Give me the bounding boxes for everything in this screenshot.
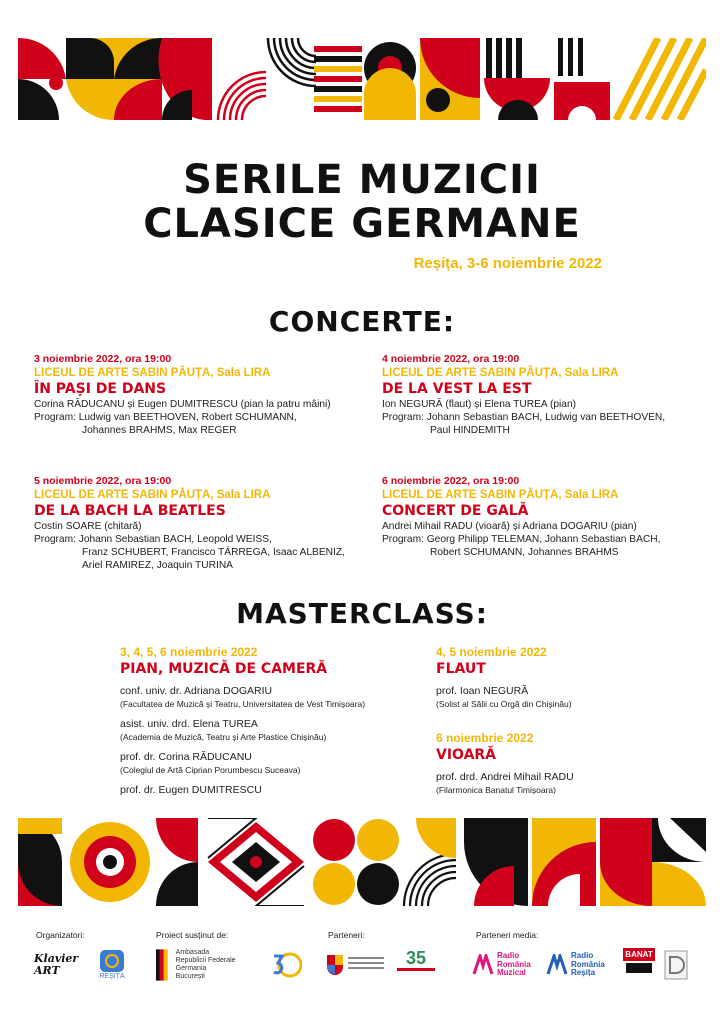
- concert-program: Program: Georg Philipp TELEMAN, Johann Sebastian BACH,: [382, 534, 661, 545]
- concert-program: Paul HINDEMITH: [430, 425, 510, 436]
- embassy-line: București: [175, 973, 205, 980]
- concert-venue: LICEUL DE ARTE SABIN PĂUȚA, Sala LIRA: [34, 367, 271, 379]
- masterclass-card: [436, 645, 686, 718]
- concert-venue: LICEUL DE ARTE SABIN PĂUȚA, Sala LIRA: [382, 367, 619, 379]
- teacher-name: prof. drd. Andrei Mihail RADU: [436, 771, 574, 783]
- radio-resita-line: Radio: [571, 951, 594, 961]
- masterclass-date: 4, 5 noiembrie 2022: [436, 645, 547, 659]
- banat-text: BANAT: [625, 950, 653, 959]
- concert-program: Program: Johann Sebastian BACH, Ludwig van BEETHOVEN,: [382, 412, 666, 423]
- concert-program: Franz SCHUBERT, Francisco TÁRREGA, Isaac ALBENIZ,: [82, 547, 345, 558]
- german-flag-icon: [156, 949, 170, 981]
- banat-logo: [624, 948, 654, 982]
- concert-date: 4 noiembrie 2022, ora 19:00: [382, 353, 520, 365]
- embassy-line: Ambasada: [175, 949, 210, 956]
- teacher-name: conf. univ. dr. Adriana DOGARIU: [120, 685, 273, 697]
- event-title-line2: CLASICE GERMANE: [143, 201, 581, 247]
- masterclass-card: [436, 731, 686, 804]
- radio-resita-line: Reșița: [571, 968, 596, 978]
- concert-performers: Ion NEGURĂ (flaut) și Elena TUREA (pian): [382, 399, 577, 410]
- radio-muzical-line: România: [497, 959, 531, 969]
- concert-title: ÎN PAȘI DE DANS: [34, 381, 167, 397]
- supported-label: Proiect susținut de:: [156, 930, 229, 940]
- concert-program: Johannes BRAHMS, Max REGER: [82, 425, 237, 436]
- anniversary-30-logo: [270, 948, 304, 982]
- liceu-resita-logo: [96, 948, 128, 982]
- d-emblem-icon: [664, 950, 688, 980]
- masterclass-heading: MASTERCLASS:: [236, 597, 488, 630]
- thirty-five-text: 35: [405, 948, 427, 968]
- radio-muzical-line: Muzical: [497, 968, 526, 978]
- concert-program: Ariel RAMIREZ, Joaquin TURINA: [82, 560, 233, 571]
- concert-card: [34, 353, 364, 437]
- organizers-label: Organizatori:: [36, 930, 85, 940]
- masterclass-date: 3, 4, 5, 6 noiembrie 2022: [120, 645, 258, 659]
- concert-venue: LICEUL DE ARTE SABIN PĂUȚA, Sala LIRA: [382, 489, 619, 501]
- concert-title: DE LA VEST LA EST: [382, 381, 532, 397]
- bottom-pattern-band: [18, 818, 706, 906]
- teacher-affiliation: (Filarmonica Banatul Timișoara): [436, 785, 556, 795]
- partners-label: Parteneri:: [328, 930, 365, 940]
- teacher-name: asist. univ. drd. Elena TUREA: [120, 718, 258, 730]
- masterclass-card: [120, 645, 420, 797]
- radio-muzical-line: Radio: [497, 951, 520, 961]
- concert-performers: Costin SOARE (chitară): [34, 521, 142, 532]
- concert-date: 5 noiembrie 2022, ora 19:00: [34, 475, 172, 487]
- concert-program: Robert SCHUMANN, Johannes BRAHMS: [430, 547, 619, 558]
- county-council-logo: [326, 948, 386, 982]
- concert-card: [382, 475, 712, 559]
- teacher-name: prof. Ioan NEGURĂ: [436, 685, 529, 697]
- teacher-name: prof. dr. Eugen DUMITRESCU: [120, 784, 262, 796]
- concert-title: CONCERT DE GALĂ: [382, 503, 529, 519]
- concert-card: [382, 353, 712, 437]
- resita-text: REȘIȚA: [99, 973, 125, 980]
- radio-resita-icon: [546, 954, 568, 976]
- teacher-affiliation: (Solist al Sălii cu Orgă din Chișinău): [436, 699, 572, 709]
- top-pattern-band: [18, 38, 706, 120]
- embassy-line: Republicii Federale Germania: [175, 957, 236, 972]
- media-label: Parteneri media:: [476, 930, 539, 940]
- concert-program: Program: Ludwig van BEETHOVEN, Robert SCHUMANN,: [34, 412, 297, 423]
- place-date: Reșița, 3-6 noiembrie 2022: [413, 255, 602, 272]
- radio-muzical-icon: [472, 954, 494, 976]
- masterclass-title: PIAN, MUZICĂ DE CAMERĂ: [120, 661, 328, 677]
- anniversary-35-logo: [396, 948, 436, 982]
- concert-date: 6 noiembrie 2022, ora 19:00: [382, 475, 520, 487]
- thirty-emblem-icon: [270, 950, 302, 980]
- radio-romania-resita-logo: [546, 948, 616, 982]
- masterclass-title: FLAUT: [436, 661, 486, 677]
- concert-title: DE LA BACH LA BEATLES: [34, 503, 226, 519]
- event-title-line1: SERILE MUZICII: [183, 157, 541, 203]
- klavier-art-text: Klavier ART: [34, 952, 79, 977]
- teacher-name: prof. dr. Corina RĂDUCANU: [120, 751, 252, 763]
- klavier-art-logo: [34, 948, 86, 982]
- media-partner-logo: [664, 948, 692, 982]
- concert-performers: Andrei Mihail RADU (vioară) și Adriana DOGARIU (pian): [382, 521, 637, 532]
- teacher-affiliation: (Colegiul de Artă Ciprian Porumbescu Suceava): [120, 765, 301, 775]
- concert-program: Program: Johann Sebastian BACH, Leopold WEISS,: [34, 534, 272, 545]
- masterclass-title: VIOARĂ: [436, 747, 497, 763]
- concert-card: [34, 475, 364, 572]
- radio-resita-line: România: [571, 959, 605, 969]
- masterclass-date: 6 noiembrie 2022: [436, 731, 534, 745]
- concert-date: 3 noiembrie 2022, ora 19:00: [34, 353, 172, 365]
- embassy-logo: [156, 948, 266, 982]
- teacher-affiliation: (Academia de Muzică, Teatru și Arte Plastice Chișinău): [120, 732, 327, 742]
- radio-romania-muzical-logo: [472, 948, 538, 982]
- lyre-icon: [99, 949, 125, 973]
- concerts-heading: CONCERTE:: [268, 305, 456, 338]
- coat-of-arms-icon: [326, 954, 344, 976]
- teacher-affiliation: (Facultatea de Muzică și Teatru, Universitatea de Vest Timișoara): [120, 699, 366, 709]
- concert-performers: Corina RĂDUCANU și Eugen DUMITRESCU (pian la patru mâini): [34, 399, 331, 410]
- concert-venue: LICEUL DE ARTE SABIN PĂUȚA, Sala LIRA: [34, 489, 271, 501]
